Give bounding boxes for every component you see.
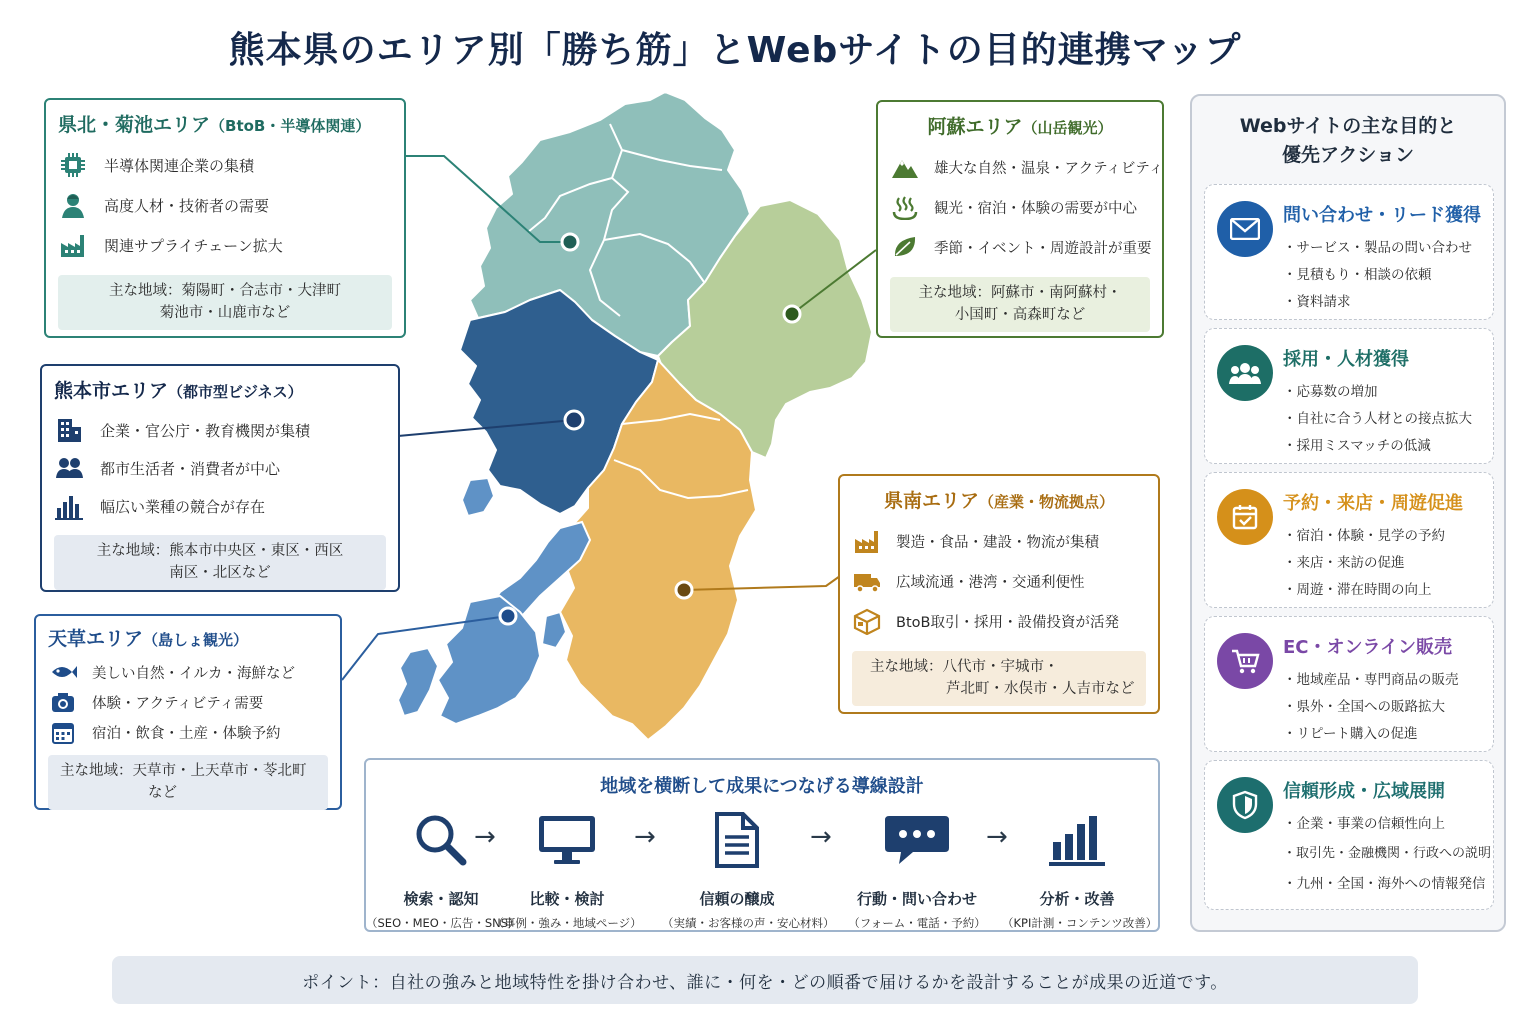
- list-item: ・サービス・製品の問い合わせ: [1283, 240, 1472, 256]
- flow-arrow: →: [474, 822, 496, 852]
- region-note-kumamoto-city: 主な地域：熊本市中央区・東区・西区 南区・北区など: [54, 535, 386, 590]
- map-region-amakusa-4: [462, 478, 494, 516]
- panel-title: Webサイトの主な目的と 優先アクション: [1239, 115, 1457, 166]
- area-title-amakusa: 天草エリア（島しょ観光）: [48, 628, 249, 650]
- factory-icon: [852, 527, 882, 555]
- page-title: 熊本県のエリア別「勝ち筋」とWebサイトの目的連携マップ: [228, 30, 1242, 71]
- list-item: 季節・イベント・周遊設計が重要: [890, 227, 1150, 267]
- marker-kenhoku: [562, 234, 578, 250]
- fish-icon: [48, 658, 78, 686]
- list-item: ・周遊・滞在時間の向上: [1283, 582, 1432, 598]
- hot-spring-icon: [890, 193, 920, 221]
- map-region-amakusa-3: [398, 648, 438, 716]
- purpose-items: [1283, 667, 1459, 748]
- mail-icon: [1217, 201, 1273, 257]
- purpose-title: EC・オンライン販売: [1283, 637, 1452, 658]
- list-item: ・県外・全国への販路拡大: [1283, 699, 1445, 715]
- list-item: ・見積もり・相談の依頼: [1283, 267, 1432, 283]
- area-bullets-kenhoku: [58, 145, 392, 265]
- team-icon: [1217, 345, 1273, 401]
- list-item: ・企業・事業の信頼性向上: [1283, 816, 1445, 832]
- cart-icon: [1217, 633, 1273, 689]
- area-card-kennan: [838, 474, 1160, 714]
- flow-title: 地域を横断して成果につなげる導線設計: [600, 776, 924, 797]
- list-item: ・採用ミスマッチの低減: [1283, 438, 1431, 454]
- truck-icon: [852, 567, 882, 595]
- monitor-icon: [492, 804, 642, 876]
- area-card-amakusa: [34, 614, 342, 810]
- area-title-aso: 阿蘇エリア（山岳観光）: [927, 116, 1113, 138]
- list-item: 雄大な自然・温泉・アクティビティ: [890, 147, 1150, 187]
- map-region-amakusa-2: [438, 596, 540, 724]
- list-item: 半導体関連企業の集積: [58, 145, 392, 185]
- marker-kumamoto-city: [565, 411, 583, 429]
- calendar-icon: [48, 718, 78, 746]
- list-item: 幅広い業種の競合が存在: [54, 487, 386, 525]
- region-note-kennan: 主な地域：八代市・宇城市・ 芦北町・水俣市・人吉市など: [852, 651, 1146, 706]
- flow-step-label: 検索・認知: [403, 890, 479, 908]
- purpose-title: 問い合わせ・リード獲得: [1283, 205, 1481, 226]
- point-banner: ポイント：自社の強みと地域特性を掛け合わせ、誰に・何を・どの順番で届けるかを設計することが成果の近道です。: [112, 956, 1418, 1004]
- list-item: ・来店・来訪の促進: [1283, 555, 1405, 571]
- list-item: ・応募数の増加: [1283, 384, 1378, 400]
- list-item: BtoB取引・採用・設備投資が活発: [852, 601, 1146, 641]
- list-item: 広域流通・港湾・交通利便性: [852, 561, 1146, 601]
- chip-icon: [58, 151, 88, 179]
- people-icon: [54, 454, 84, 482]
- analytics-icon: [1002, 804, 1152, 876]
- flow-step-label: 分析・改善: [1039, 890, 1115, 908]
- list-item: ・自社に合う人材との接点拡大: [1283, 411, 1472, 427]
- list-item: ・取引先・金融機関・行政への説明: [1283, 846, 1492, 861]
- list-item: ・リピート購入の促進: [1283, 726, 1418, 742]
- document-icon: [662, 804, 812, 876]
- list-item: 宿泊・飲食・土産・体験予約: [48, 717, 328, 747]
- region-note-aso: 主な地域：阿蘇市・南阿蘇村・ 小国町・高森町など: [890, 277, 1150, 332]
- flow-step-sub: （フォーム・電話・予約）: [848, 916, 986, 930]
- purpose-items: [1283, 379, 1472, 460]
- factory-icon: [58, 231, 88, 259]
- area-card-kenhoku: [44, 98, 406, 338]
- area-bullets-amakusa: [48, 657, 328, 747]
- marker-amakusa: [500, 608, 516, 624]
- map-region-amakusa-5: [542, 612, 566, 648]
- marker-kennan: [676, 582, 692, 598]
- area-bullets-kennan: [852, 521, 1146, 641]
- purpose-items: [1283, 523, 1445, 604]
- camera-icon: [48, 688, 78, 716]
- building-icon: [54, 416, 84, 444]
- list-item: 都市生活者・消費者が中心: [54, 449, 386, 487]
- flow-step-action: [842, 804, 992, 931]
- area-card-kumamoto-city: [40, 364, 400, 592]
- list-item: ・地域産品・専門商品の販売: [1283, 672, 1459, 688]
- purpose-title: 予約・来店・周遊促進: [1283, 493, 1463, 514]
- list-item: 美しい自然・イルカ・海鮮など: [48, 657, 328, 687]
- list-item: 観光・宿泊・体験の需要が中心: [890, 187, 1150, 227]
- list-item: 体験・アクティビティ需要: [48, 687, 328, 717]
- flow-step-label: 比較・検討: [529, 890, 605, 908]
- flow-step-trust: [662, 804, 835, 931]
- purpose-card-reservation: [1204, 472, 1494, 608]
- area-title-kennan: 県南エリア（産業・物流拠点）: [883, 490, 1115, 512]
- purpose-title: 採用・人材獲得: [1283, 349, 1409, 370]
- leaf-icon: [890, 233, 920, 261]
- flow-step-sub: （実績・お客様の声・安心材料）: [662, 916, 835, 930]
- marker-aso: [784, 306, 800, 322]
- flow-step-sub: （KPI計測・コンテンツ改善）: [1002, 916, 1158, 930]
- flow-arrow: →: [634, 822, 656, 852]
- area-bullets-kumamoto-city: [54, 411, 386, 525]
- flow-box: [364, 758, 1160, 932]
- list-item: 関連サプライチェーン拡大: [58, 225, 392, 265]
- engineer-icon: [58, 191, 88, 219]
- flow-step-sub: （事例・強み・地域ページ）: [492, 916, 642, 930]
- shield-icon: [1217, 777, 1273, 833]
- flow-step-label: 信頼の醸成: [699, 890, 775, 908]
- purpose-items: [1283, 809, 1491, 899]
- list-item: 企業・官公庁・教育機関が集積: [54, 411, 386, 449]
- box-icon: [852, 607, 882, 635]
- list-item: ・資料請求: [1283, 294, 1351, 310]
- list-item: 高度人材・技術者の需要: [58, 185, 392, 225]
- flow-step-label: 行動・問い合わせ: [856, 890, 977, 908]
- purpose-card-inquiry: [1204, 184, 1494, 320]
- purpose-card-ec: [1204, 616, 1494, 752]
- calendar-check-icon: [1217, 489, 1273, 545]
- area-card-aso: [876, 100, 1164, 338]
- mountain-icon: [890, 153, 920, 181]
- area-title-kumamoto-city: 熊本市エリア（都市型ビジネス）: [54, 380, 303, 402]
- bar-chart-icon: [54, 492, 84, 520]
- purpose-card-trust: [1204, 760, 1494, 910]
- list-item: ・九州・全国・海外への情報発信: [1283, 876, 1486, 892]
- flow-step-analyze: [1002, 804, 1158, 931]
- list-item: ・宿泊・体験・見学の予約: [1283, 528, 1445, 544]
- purpose-items: [1283, 235, 1472, 316]
- flow-arrow: →: [986, 822, 1008, 852]
- purpose-card-recruit: [1204, 328, 1494, 464]
- area-bullets-aso: [890, 147, 1164, 267]
- flow-step-sub: （SEO・MEO・広告・SNS）: [366, 916, 520, 930]
- purpose-panel: [1190, 94, 1506, 932]
- list-item: 製造・食品・建設・物流が集積: [852, 521, 1146, 561]
- region-note-amakusa: 主な地域：天草市・上天草市・苓北町 など: [48, 755, 328, 810]
- region-note-kenhoku: 主な地域：菊陽町・合志市・大津町 菊池市・山鹿市など: [58, 275, 392, 330]
- flow-step-compare: [492, 804, 642, 931]
- purpose-title: 信頼形成・広域展開: [1283, 781, 1445, 802]
- flow-arrow: →: [810, 822, 832, 852]
- area-title-kenhoku: 県北・菊池エリア（BtoB・半導体関連）: [58, 114, 371, 136]
- chat-icon: [842, 804, 992, 876]
